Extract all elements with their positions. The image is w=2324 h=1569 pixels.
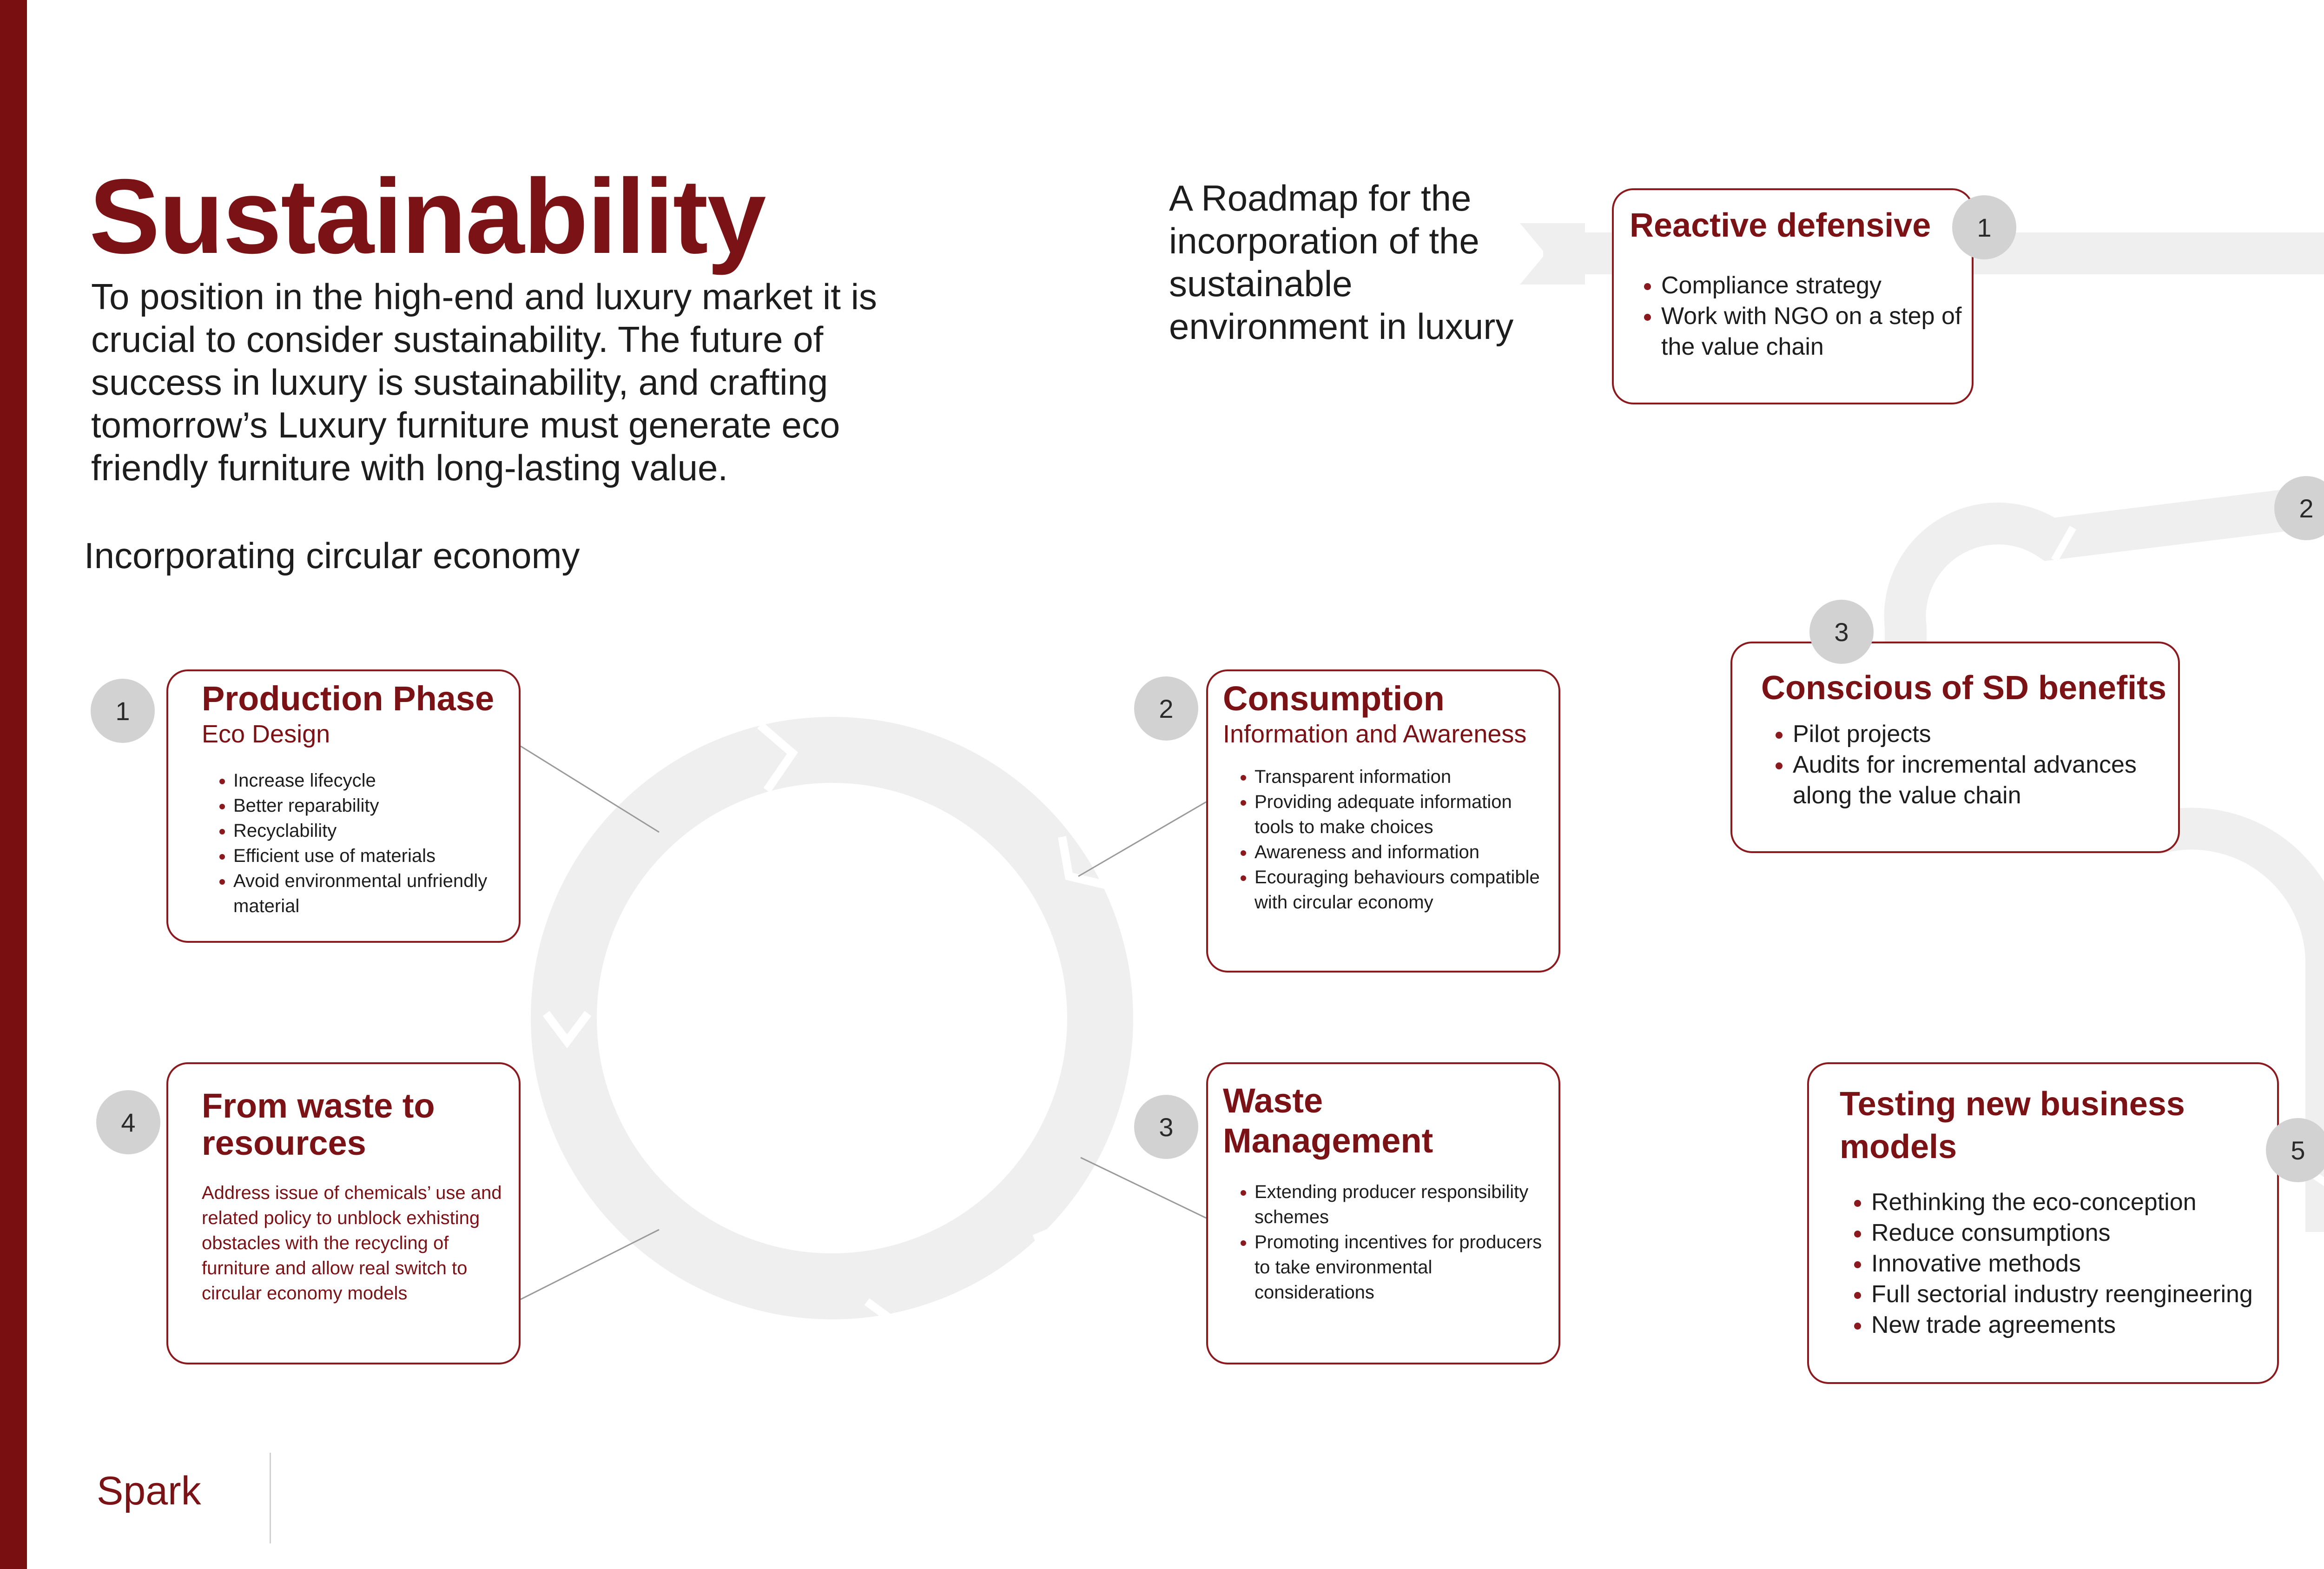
phase-subtitle: Eco Design	[202, 720, 330, 748]
roadmap-step-reactive-defensive	[1612, 188, 1974, 404]
list-item: • Work with NGO on a step of the value chain	[1661, 301, 1962, 362]
list-item: • Full sectorial industry reengineering	[1871, 1279, 2268, 1310]
phase-card-waste-to-resources	[166, 1062, 521, 1364]
list-item: • Pilot projects	[1793, 719, 2169, 749]
list-item: • Extending producer responsibility schemes	[1254, 1179, 1549, 1230]
list-item: • Reduce consumptions	[1871, 1218, 2268, 1248]
circular-economy-ring	[546, 725, 1109, 1348]
list-item: • Transparent information	[1254, 764, 1549, 789]
step-title: Conscious of SD benefits	[1761, 669, 2167, 707]
phase-card-production	[166, 669, 521, 943]
list-item: • Innovative methods	[1871, 1248, 2268, 1279]
list-item: • Avoid environmental unfriendly material	[233, 868, 509, 919]
phase-card-waste-management	[1206, 1062, 1560, 1364]
list-item: • Increase lifecycle	[233, 768, 509, 793]
phase-title: Production Phase	[202, 679, 495, 718]
phase-description: Address issue of chemicals’ use and related policy to unblock exhisting obstacles with the recycling of furniture and allow real switch to circular economy models	[202, 1183, 502, 1304]
phase-subtitle: Information and Awareness	[1223, 720, 1527, 748]
list-item: • Awareness and information	[1254, 840, 1549, 865]
page-title: Sustainability	[89, 158, 766, 276]
phase-number-badge: 3	[1134, 1095, 1198, 1159]
step-number-badge: 2	[2274, 476, 2324, 540]
phase-number-badge: 2	[1134, 676, 1198, 741]
phase-title: From waste to resources	[202, 1086, 435, 1162]
list-item: • New trade agreements	[1871, 1310, 2268, 1340]
step-title: Testing new business models	[1840, 1086, 2185, 1165]
list-item: • Recyclability	[233, 818, 509, 843]
step-title: Reactive defensive	[1630, 207, 1931, 244]
circular-economy-label: Incorporating circular economy	[84, 535, 580, 576]
step-number-badge: 1	[1952, 195, 2016, 259]
list-item: • Rethinking the eco-conception	[1871, 1187, 2268, 1218]
roadmap-intro: A Roadmap for the incorporation of the sustainable environment in luxury	[1169, 178, 1514, 347]
phase-card-consumption	[1206, 669, 1560, 973]
page-intro: To position in the high-end and luxury market it is crucial to consider sustainability. The future of success in luxury is sustainability, and crafting tomorrow’s Luxury furniture must generate eco friendly furniture with long-lasting value.	[91, 276, 877, 488]
list-item: • Audits for incremental advances along the value chain	[1793, 749, 2169, 811]
step-number-badge: 3	[1809, 600, 1874, 664]
list-item: • Compliance strategy	[1661, 270, 1962, 301]
list-item: • Providing adequate information tools to make choices	[1254, 789, 1549, 840]
phase-title: Consumption	[1223, 679, 1445, 718]
phase-number-badge: 1	[91, 679, 155, 743]
roadmap-step-conscious-sd	[1730, 642, 2180, 853]
roadmap-step-new-business-models	[1807, 1062, 2279, 1384]
list-item: • Efficient use of materials	[233, 843, 509, 868]
brand-logo: Spark	[97, 1469, 201, 1513]
step-number-badge: 5	[2266, 1118, 2324, 1182]
list-item: • Promoting incentives for producers to take environmental considerations	[1254, 1230, 1549, 1305]
phase-number-badge: 4	[96, 1090, 160, 1154]
footer-divider	[270, 1453, 271, 1543]
list-item: • Ecouraging behaviours compatible with circular economy	[1254, 865, 1549, 915]
phase-title: Waste Management	[1223, 1081, 1433, 1160]
roadmap-arrow-tail	[1520, 223, 1585, 285]
list-item: • Better reparability	[233, 793, 509, 818]
